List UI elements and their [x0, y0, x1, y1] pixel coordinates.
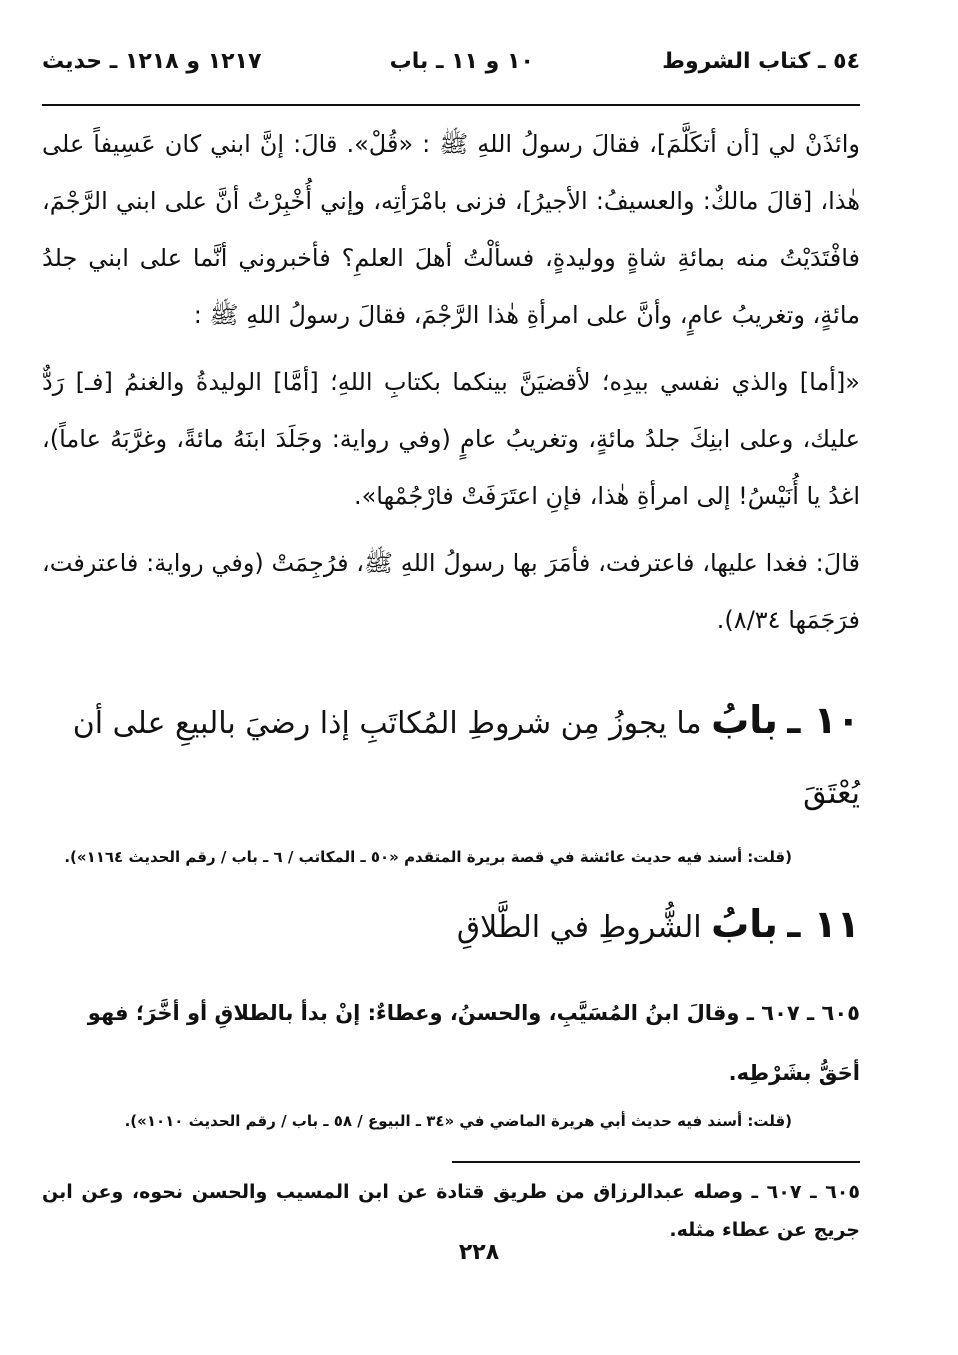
hadith-605-607: ٦٠٥ ـ ٦٠٧ ـ وقالَ ابنُ المُسَيَّبِ، والحسنُ، وعطاءٌ: إنْ بدأ بالطلاقِ أو أخَّرَ؛ فهو أحَقُّ بشَرْطِه.	[87, 1001, 860, 1085]
footnote-rule	[452, 1161, 860, 1163]
page	[42, 40, 860, 1249]
header-hadiths: ١٢١٧ و ١٢١٨ ـ حديث	[42, 48, 262, 74]
chapter-title: ما يجوزُ مِن شروطِ المُكاتَبِ إذا رضيَ بالبيعِ على أن يُعْتَقَ	[72, 706, 860, 811]
running-header	[42, 40, 860, 82]
body-paragraph-3: قالَ: فغدا عليها، فاعترفت، فأمَرَ بها رسولُ اللهِ ﷺ، فرُجِمَتْ (وفي رواية: فاعترفت، فرَجَمَها ٨/٣٤).	[42, 549, 860, 634]
body-paragraph-2: «[أما] والذي نفسي بيدِه؛ لأقضيَنَّ بينكما بكتابِ اللهِ؛ [أمَّا] الوليدةُ والغنمُ [فـ] رَدٌّ عليك، وعلى ابنِكَ جلدُ مائةٍ، وتغريبُ عامٍ (وفي رواية: وجَلَدَ ابنَهُ مائةً، وغرَّبَهُ عاماً)، اغدُ يا أُنَيْسُ! إلى امرأةِ هٰذا، فإنِ اعتَرَفَتْ فارْجُمْها».	[42, 368, 860, 510]
chapter-number: ١٠ ـ	[787, 698, 860, 742]
chapter-title: الشُّروطِ في الطَّلاقِ	[456, 910, 702, 945]
chapter-heading-11	[42, 889, 860, 963]
chapter-heading-10	[42, 685, 860, 829]
body-paragraph-1: وائذَنْ لي [أن أتكَلَّمَ]، فقالَ رسولُ اللهِ ﷺ : «قُلْ». قالَ: إنَّ ابني كان عَسِيفاً على هٰذا، [قالَ مالكٌ: والعسيفُ: الأجيرُ]، فزنى بامْرَأتِه، وإني أُخْبِرْتُ أنَّ على ابني الرَّجْمَ، فافْتَدَيْتُ منه بمائةِ شاةٍ ووليدةٍ، فسألْتُ أهلَ العلمِ؟ فأخبروني أنَّما على ابني جلدُ مائةٍ، وتغريبُ عامٍ، وأنَّ على امرأةِ هٰذا الرَّجْمَ، فقالَ رسولُ اللهِ ﷺ :	[42, 130, 860, 329]
chapter-word: بابُ	[711, 698, 778, 742]
page-number: ٢٢٨	[458, 1240, 500, 1265]
chapter-word: بابُ	[711, 902, 778, 946]
header-chapters: ١٠ و ١١ ـ باب	[389, 48, 534, 74]
header-book: ٥٤ ـ كتاب الشروط	[662, 48, 860, 74]
chapter-number: ١١ ـ	[787, 902, 860, 946]
header-rule	[42, 104, 860, 106]
footnote: ٦٠٥ ـ ٦٠٧ ـ وصله عبدالرزاق من طريق قتادة عن ابن المسيب والحسن نحوه، وعن ابن جريج عن عطاء مثله.	[42, 1181, 860, 1241]
chapter-note-11: (قلت: أسند فيه حديث أبي هريرة الماضي في «٣٤ ـ البيوع / ٥٨ ـ باب / رقم الحديث ١٠١٠»).	[124, 1112, 792, 1130]
chapter-note-10: (قلت: أسند فيه حديث عائشة في قصة بريرة المتقدم «٥٠ ـ المكاتب / ٦ ـ باب / رقم الحديث ١١٦٤»).	[64, 848, 792, 866]
